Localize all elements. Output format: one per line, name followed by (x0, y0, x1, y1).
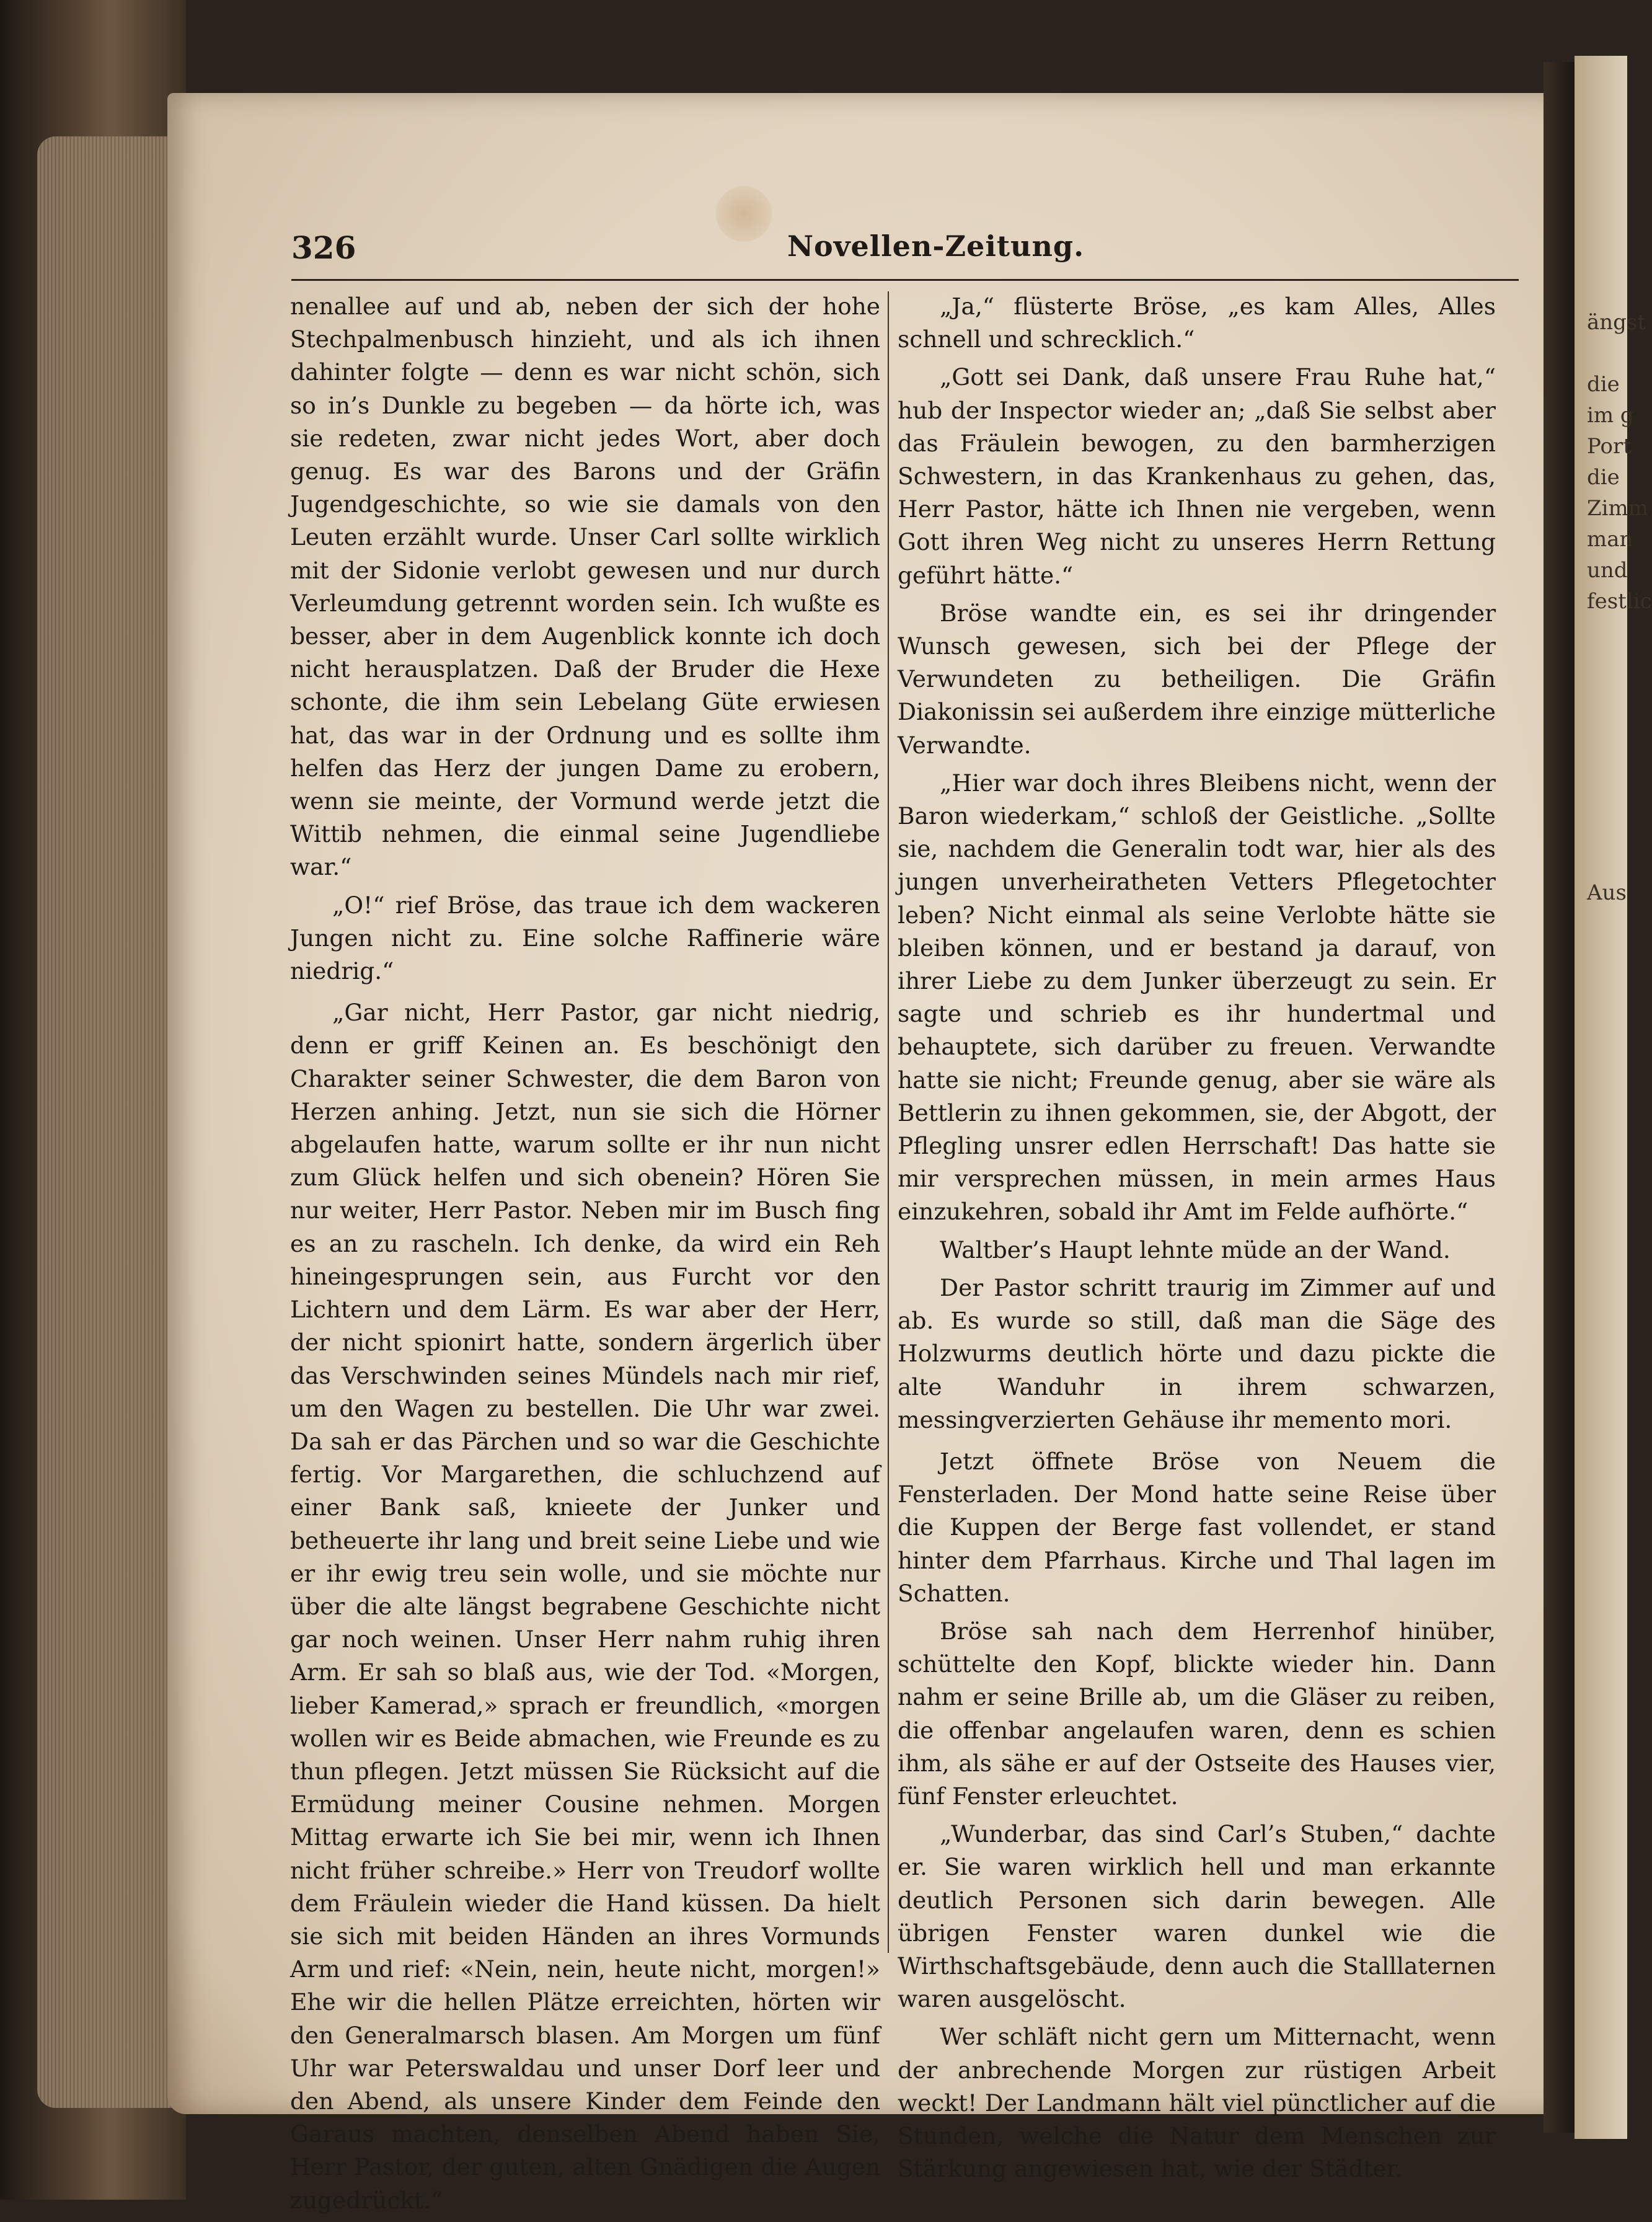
paragraph: Der Pastor schritt traurig im Zimmer auf und ab. Es wurde so still, daß man die Säge des Holzwurms deutlich hörte und dazu pickte die alte Wanduhr in ihrem schwarzen, messingverzierten Gehäuse ihr memento mori. (898, 1273, 1496, 1433)
adjacent-page-fragment: Zimm (1587, 496, 1648, 521)
adjacent-page-fragment: die (1587, 465, 1620, 490)
adjacent-page-fragment: festlic (1587, 589, 1652, 614)
page-header (291, 229, 1519, 273)
adjacent-page-fragment: im g (1587, 403, 1634, 428)
paragraph: Wer schläft nicht gern um Mitternacht, wenn der anbrechende Morgen zur rüstigen Arbeit weckt! Der Landmann hält viel pünctlicher auf die Stunden, welche die Natur dem Menschen zur Stärkung angewiesen hat, wie der Städter. (898, 2023, 1496, 2183)
paragraph: nenallee auf und ab, neben der sich der hohe Stechpalmenbusch hinzieht, und als ich ihnen dahinter folgte — denn es war nicht schön, sich so in’s Dunkle zu begeben — da hörte ich, was sie redeten, zwar nicht jedes Wort, aber doch genug. Es war des Barons und der Gräfin Jugendgeschichte, so wie sie damals von den Leuten erzählt wurde. Unser Carl sollte wirklich mit der Sidonie verlobt gewesen und nur durch Verleumdung getrennt worden sein. Ich wußte es besser, aber in dem Augenblick konnte ich doch nicht herausplatzen. Daß der Bruder die Hexe schonte, die ihm sein Lebelang Güte erwiesen hat, das war in der Ordnung und es sollte ihm helfen das Herz der jungen Dame zu erobern, wenn sie meinte, der Vormund werde jetzt die Wittib nehmen, die einmal seine Jugendliebe war.“ (290, 293, 880, 881)
page-stack-edges (37, 136, 186, 2108)
right-column (898, 290, 1496, 2190)
page-number: 326 (291, 229, 356, 266)
adjacent-page (1575, 56, 1652, 2139)
paragraph: „O!“ rief Bröse, das traue ich dem wackeren Jungen nicht zu. Eine solche Raffinerie wäre niedrig.“ (290, 891, 880, 985)
adjacent-page-fragment: man (1587, 527, 1633, 552)
paragraph: „Hier war doch ihres Bleibens nicht, wenn der Baron wiederkam,“ schloß der Geistliche. „Sollte sie, nachdem die Generalin todt war, hier als des jungen unverheiratheten Vetters Pflegetochter leben? Nicht einmal als seine Verlobte hätte sie bleiben können, und er bestand ja darauf, von ihrer Liebe zu dem Junker überzeugt zu sein. Er sagte und schrieb es ihr hundertmal und behauptete, sich darüber zu freuen. Verwandte hatte sie nicht; Freunde genug, aber sie wäre als Bettlerin zu ihnen gekommen, sie, der Abgott, der Pflegling unsrer edlen Herrschaft! Das hatte sie mir versprechen müssen, in mein armes Haus einzukehren, sobald ihr Amt im Felde aufhörte.“ (898, 769, 1496, 1226)
adjacent-page-fragment: die (1587, 372, 1620, 397)
adjacent-page-fragment: ängst (1587, 310, 1646, 335)
adjacent-page-fragment: Port (1587, 434, 1632, 459)
left-column (290, 290, 880, 2222)
paragraph: „Ja,“ flüsterte Bröse, „es kam Alles, Alles schnell und schrecklich.“ (898, 293, 1496, 353)
paragraph: Waltber’s Haupt lehnte müde an der Wand. (940, 1236, 1451, 1264)
column-divider (888, 291, 889, 1953)
paragraph: „Gott sei Dank, daß unsere Frau Ruhe hat,“ hub der Inspector wieder an; „daß Sie selbst aber das Fräulein bewogen, zu den barmherzigen Schwestern, in das Krankenhaus zu gehen, das, Herr Pastor, hätte ich Ihnen nie vergeben, wenn Gott ihren Weg nicht zu unseres Herrn Rettung geführt hätte.“ (898, 363, 1496, 589)
adjacent-page-fragment: und (1587, 558, 1628, 583)
adjacent-page-fragment: Aus (1587, 880, 1627, 905)
header-rule (291, 279, 1519, 281)
paragraph: Jetzt öffnete Bröse von Neuem die Fensterladen. Der Mond hatte seine Reise über die Kuppen der Berge fast vollendet, er stand hinter dem Pfarrhaus. Kirche und Thal lagen im Schatten. (898, 1447, 1496, 1607)
paragraph: „Gar nicht, Herr Pastor, gar nicht niedrig, denn er griff Keinen an. Es beschönigt den Charakter seiner Schwester, die dem Baron von Herzen anhing. Jetzt, nun sie sich die Hörner abgelaufen hatte, warum sollte er ihr nun nicht zum Glück helfen und sich obenein? Hören Sie nur weiter, Herr Pastor. Neben mir im Busch fing es an zu rascheln. Ich denke, da wird ein Reh hineingesprungen sein, aus Furcht vor den Lichtern und dem Lärm. Es war aber der Herr, der nicht spionirt hatte, sondern ärgerlich über das Verschwinden seines Mündels nach mir rief, um den Wagen zu bestellen. Die Uhr war zwei. Da sah er das Pärchen und so war die Geschichte fertig. Vor Margarethen, die schluchzend auf einer Bank saß, knieete der Junker und betheuerte ihr lang und breit seine Liebe und wie er ihr ewig treu sein wolle, und sie möchte nur über die alte längst begrabene Geschichte nicht gar noch weinen. Unser Herr nahm ruhig ihren Arm. Er sah so blaß aus, wie der Tod. «Morgen, lieber Kamerad,» sprach er freundlich, «morgen wollen wir es Beide abmachen, wie Freunde es zu thun pflegen. Jetzt müssen Sie Rücksicht auf die Ermüdung meiner Cousine nehmen. Morgen Mittag erwarte ich Sie bei mir, wenn ich Ihnen nicht früher schreibe.» Herr von Treudorf wollte dem Fräulein wieder die Hand küssen. Da hielt sie sich mit beiden Händen an ihres Vormunds Arm und rief: «Nein, nein, heute nicht, morgen!» Ehe wir die hellen Plätze erreichten, hörten wir den Generalmarsch blasen. Am Morgen um fünf Uhr war Peterswaldau und unser Dorf leer und den Abend, als unsere Kinder dem Feinde den Garaus machten, denselben Abend haben Sie, Herr Pastor, der guten, alten Gnädigen die Augen zugedrückt.“ (290, 999, 880, 2214)
paragraph: Bröse wandte ein, es sei ihr dringender Wunsch gewesen, sich bei der Pflege der Verwundeten zu betheiligen. Die Gräfin Diakonissin sei außerdem ihre einzige mütterliche Verwandte. (898, 599, 1496, 759)
paragraph: „Wunderbar, das sind Carl’s Stuben,“ dachte er. Sie waren wirklich hell und man erkannte deutlich Personen sich darin bewegen. Alle übrigen Fenster waren dunkel wie die Wirthschaftsgebäude, denn auch die Stalllaternen waren ausgelöscht. (898, 1820, 1496, 2013)
running-title: Novellen-Zeitung. (787, 229, 1085, 263)
paragraph: Bröse sah nach dem Herrenhof hinüber, schüttelte den Kopf, blickte wieder hin. Dann nahm er seine Brille ab, um die Gläser zu reiben, die offenbar angelaufen waren, denn es schien ihm, als sähe er auf der Ostseite des Hauses vier, fünf Fenster erleuchtet. (898, 1617, 1496, 1810)
